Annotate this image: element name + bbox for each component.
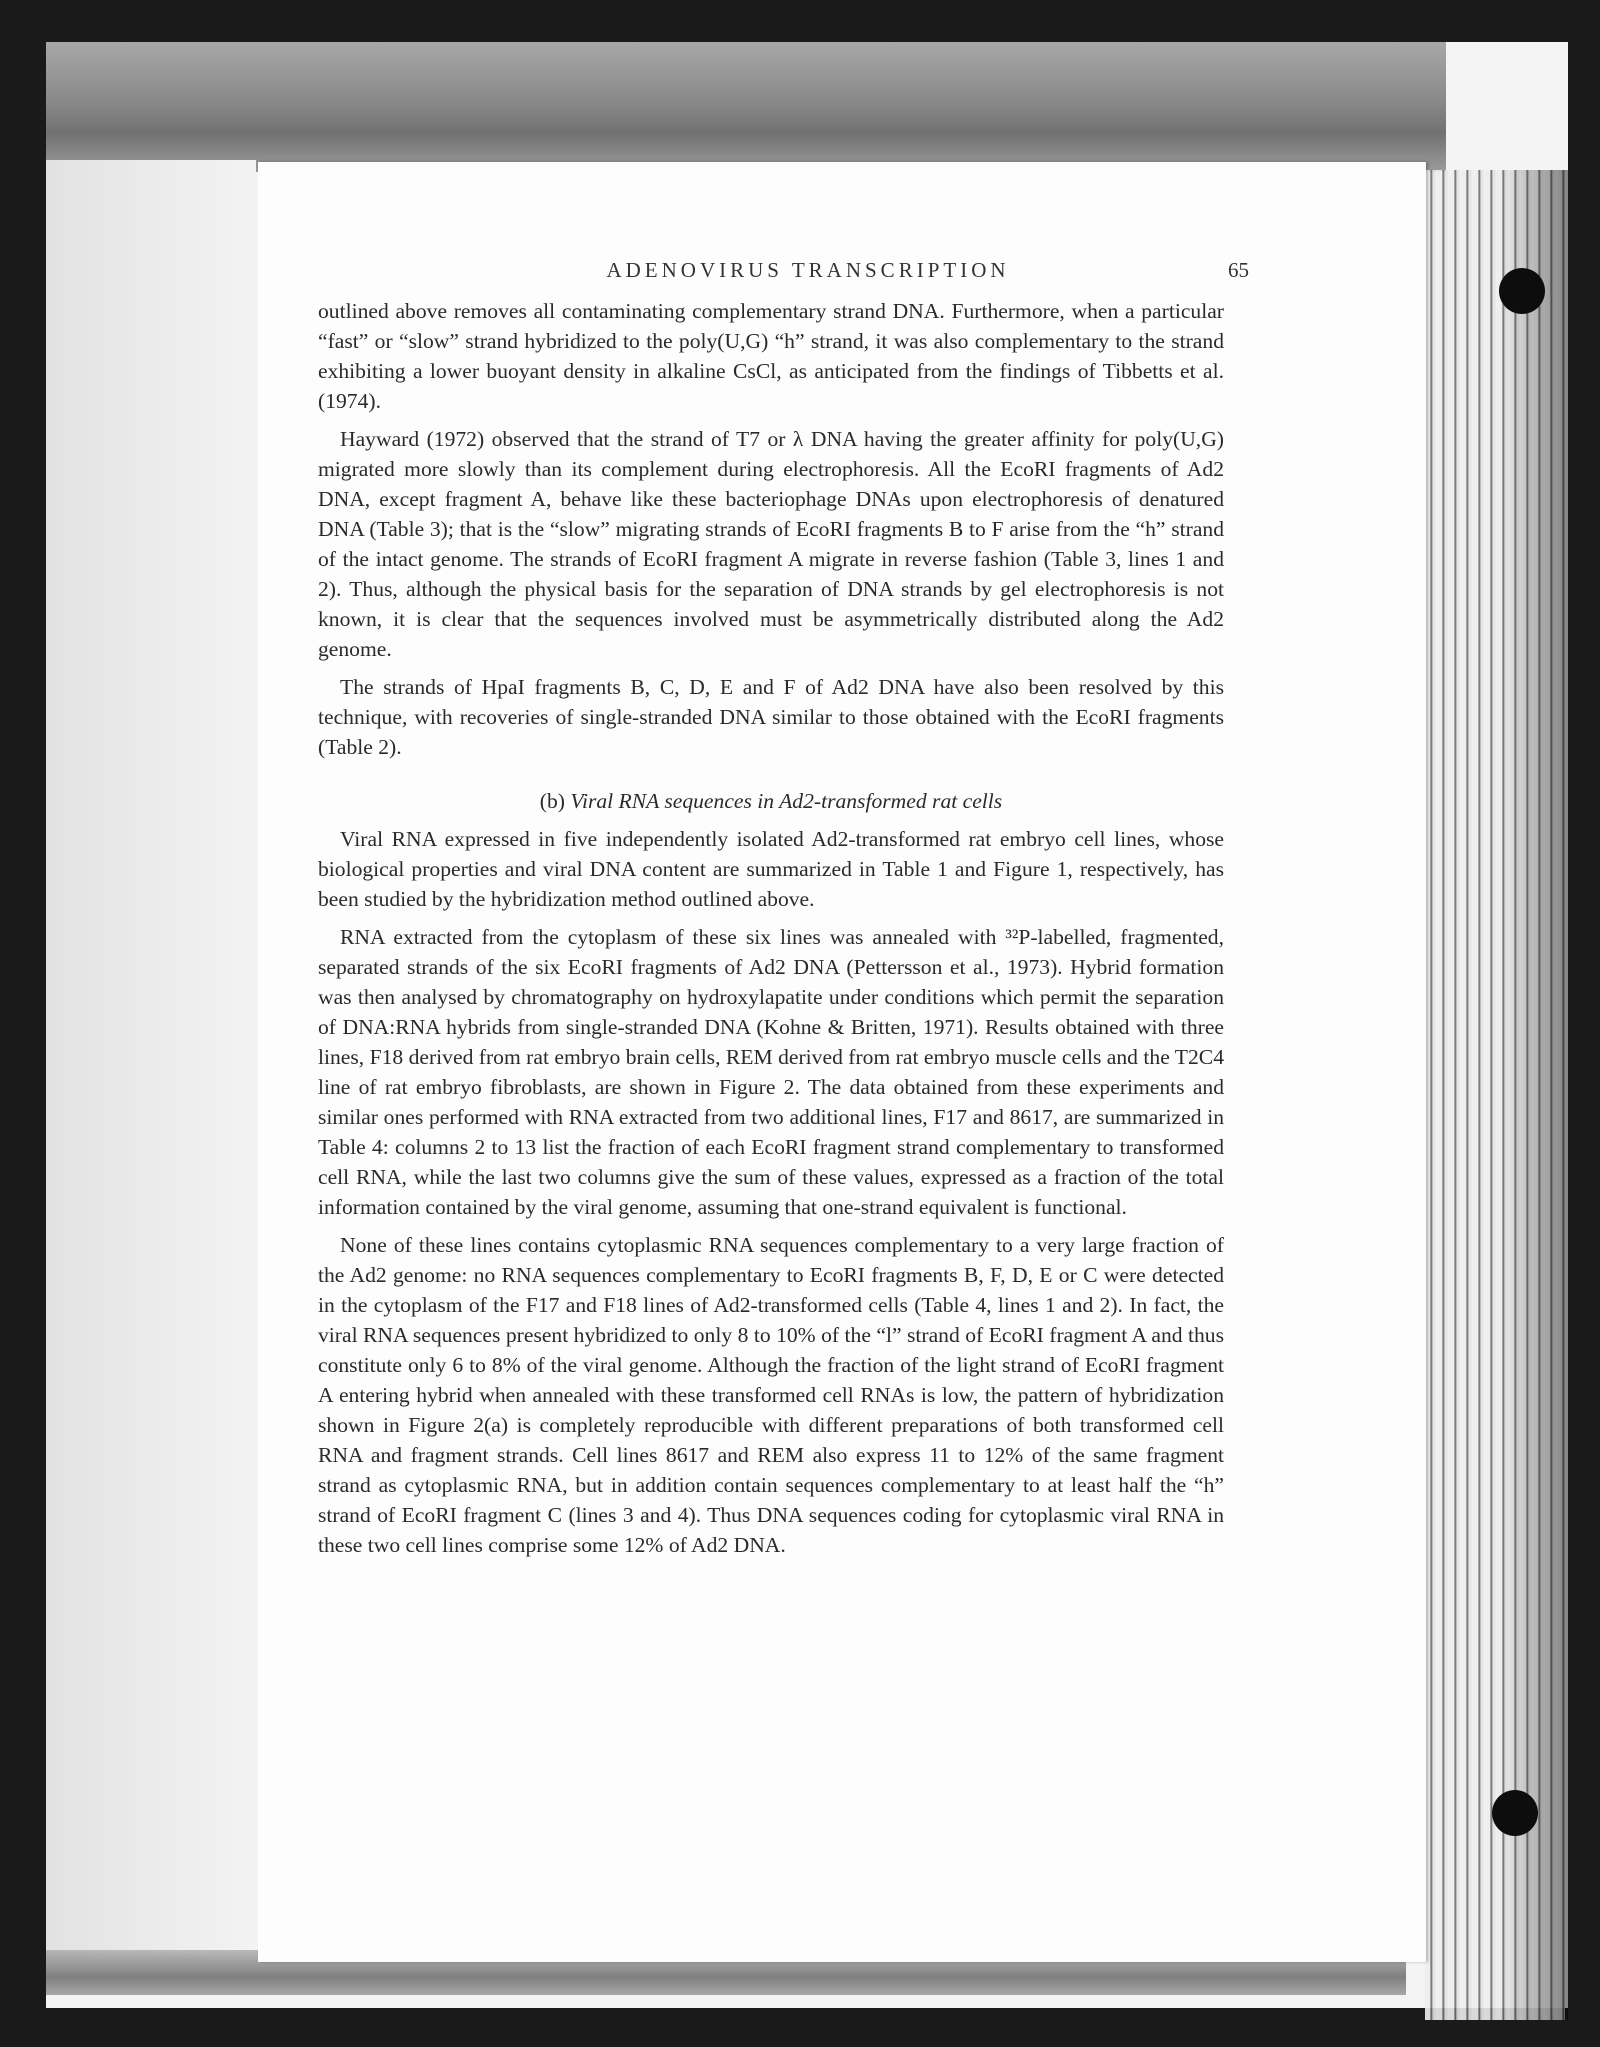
paragraph-1: outlined above removes all contaminating complementary strand DNA. Furthermore, when a particular “fast” or “slow” strand hybridized to the poly(U,G) “h” strand, it was also complementary to the strand exhibiting a lower buoyant density in alkaline CsCl, as anticipated from the findings of Tibbetts et al. (1974). (318, 299, 1224, 413)
page-number: 65 (1228, 258, 1249, 282)
scan-top-shadow (46, 42, 1446, 172)
paragraph-3: The strands of HpaI fragments B, C, D, E and F of Ad2 DNA have also been resolved by this technique, with recoveries of single-stranded DNA similar to those obtained with the EcoRI fragments (Table 2). (318, 675, 1224, 759)
scan-left-margin (46, 160, 256, 1960)
section-heading (318, 786, 1224, 816)
running-head (258, 258, 1426, 298)
section-paragraph-3: None of these lines contains cytoplasmic RNA sequences complementary to a very large fraction of the Ad2 genome: no RNA sequences complementary to EcoRI fragments B, F, D, E or C were detected in the cytoplasm of the F17 and F18 lines of Ad2-transformed cells (Table 4, lines 1 and 2). In fact, the viral RNA sequences present hybridized to only 8 to 10% of the “l” strand of EcoRI fragment A and thus constitute only 6 to 8% of the viral genome. Although the fraction of the light strand of EcoRI fragment A entering hybrid when annealed with these transformed cell RNAs is low, the pattern of hybridization shown in Figure 2(a) is completely reproducible with different preparations of both transformed cell RNA and fragment strands. Cell lines 8617 and REM also express 11 to 12% of the same fragment strand as cytoplasmic RNA, but in addition contain sequences complementary to at least half the “h” strand of EcoRI fragment C (lines 3 and 4). Thus DNA sequences coding for cytoplasmic viral RNA in these two cell lines comprise some 12% of Ad2 DNA. (318, 1233, 1224, 1557)
punch-hole-top (1499, 268, 1545, 314)
section-paragraph-2: RNA extracted from the cytoplasm of these six lines was annealed with ³²P-labelled, fragmented, separated strands of the six EcoRI fragments of Ad2 DNA (Pettersson et al., 1973). Hybrid formation was then analysed by chromatography on hydroxylapatite under conditions which permit the separation of DNA:RNA hybrids from single-stranded DNA (Kohne & Britten, 1971). Results obtained with three lines, F18 derived from rat embryo brain cells, REM derived from rat embryo muscle cells and the T2C4 line of rat embryo fibroblasts, are shown in Figure 2. The data obtained from these experiments and similar ones performed with RNA extracted from two additional lines, F17 and 8617, are summarized in Table 4: columns 2 to 13 list the fraction of each EcoRI fragment strand complementary to transformed cell RNA, while the last two columns give the sum of these values, expressed as a fraction of the total information contained by the viral genome, assuming that one-strand equivalent is functional. (318, 925, 1224, 1219)
printed-page (258, 162, 1426, 1962)
page-stack-shadow (1500, 170, 1568, 2020)
section-label: (b) (539, 789, 565, 813)
body-text (318, 296, 1224, 1568)
punch-hole-bottom (1492, 1790, 1538, 1836)
section-title: Viral RNA sequences in Ad2-transformed rat cells (570, 789, 1003, 813)
running-title: ADENOVIRUS TRANSCRIPTION (606, 258, 1010, 282)
section-paragraph-1: Viral RNA expressed in five independently isolated Ad2-transformed rat embryo cell lines, whose biological properties and viral DNA content are summarized in Table 1 and Figure 1, respectively, has been studied by the hybridization method outlined above. (318, 827, 1224, 911)
paragraph-2: Hayward (1972) observed that the strand of T7 or λ DNA having the greater affinity for poly(U,G) migrated more slowly than its complement during electrophoresis. All the EcoRI fragments of Ad2 DNA, except fragment A, behave like these bacteriophage DNAs upon electrophoresis of denatured DNA (Table 3); that is the “slow” migrating strands of EcoRI fragments B to F arise from the “h” strand of the intact genome. The strands of EcoRI fragment A migrate in reverse fashion (Table 3, lines 1 and 2). Thus, although the physical basis for the separation of DNA strands by gel electrophoresis is not known, it is clear that the sequences involved must be asymmetrically distributed along the Ad2 genome. (318, 427, 1224, 661)
